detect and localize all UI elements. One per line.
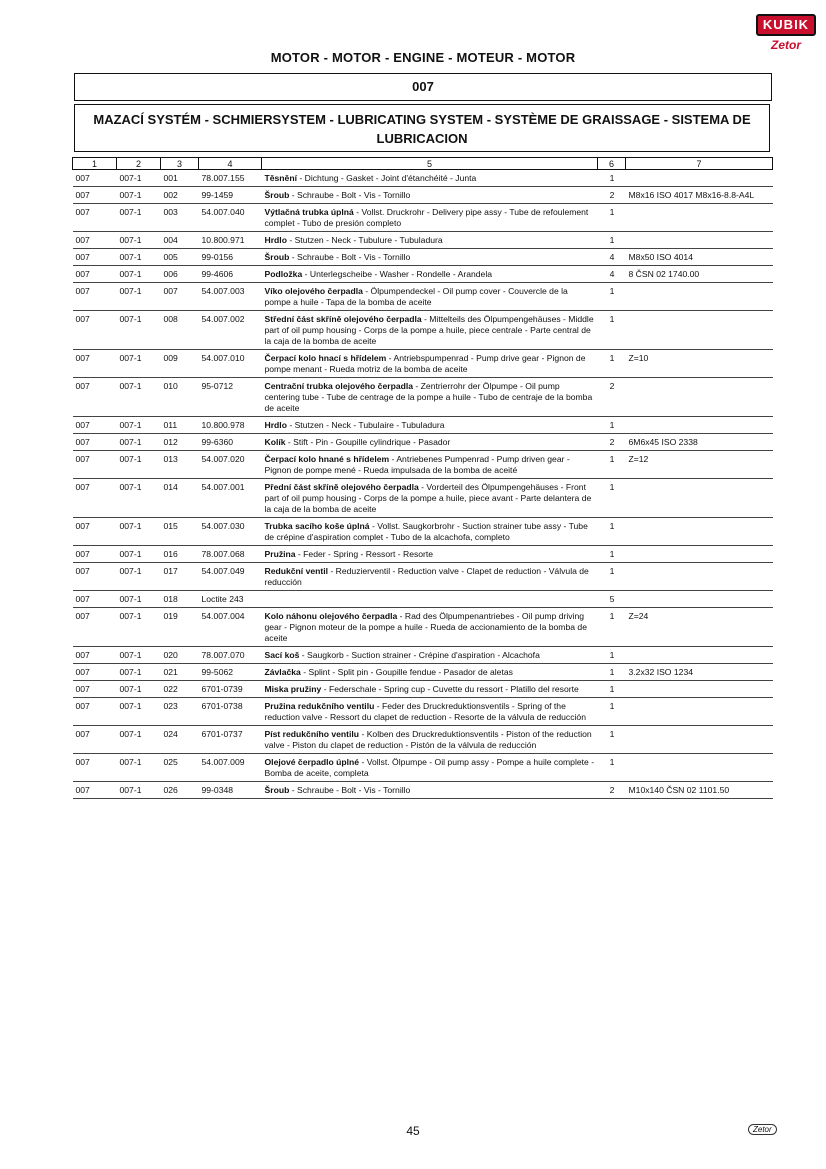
description-cell: [262, 726, 598, 754]
position-cell: 022: [161, 681, 199, 698]
part-name-translations: - Vorderteil des Ölpumpengehäuses - Front part of oil pump housing - Corps de la pompe a huile, piece avant - Parte delantera de la caja de la bomba de aceite: [264, 482, 592, 514]
quantity-cell: 1: [598, 754, 626, 782]
part-number-cell: 54.007.049: [199, 563, 262, 591]
category-cell: 007: [73, 726, 117, 754]
quantity-cell: 1: [598, 698, 626, 726]
quantity-cell: 1: [598, 664, 626, 681]
group-code-box: [74, 73, 772, 101]
part-name-translations: - Vollst. Ölpumpe - Oil pump assy - Pompe a huile complete - Bomba de aceite, completa: [264, 757, 595, 778]
note-cell: [626, 479, 773, 518]
table-row: [73, 518, 773, 546]
table-row: [73, 681, 773, 698]
description-cell: [262, 608, 598, 647]
description-cell: [262, 451, 598, 479]
part-name-cz: Víko olejového čerpadla: [264, 286, 363, 296]
page-title: MOTOR - MOTOR - ENGINE - MOTEUR - MOTOR: [270, 50, 576, 65]
position-cell: 001: [161, 170, 199, 187]
part-number-cell: 54.007.004: [199, 608, 262, 647]
group-cell: 007-1: [117, 782, 161, 799]
column-header: 3: [161, 158, 199, 170]
group-cell: 007-1: [117, 518, 161, 546]
table-row: [73, 608, 773, 647]
category-cell: 007: [73, 249, 117, 266]
group-cell: 007-1: [117, 434, 161, 451]
position-cell: 021: [161, 664, 199, 681]
table-row: [73, 782, 773, 799]
table-row: [73, 283, 773, 311]
position-cell: 002: [161, 187, 199, 204]
quantity-cell: 1: [598, 681, 626, 698]
position-cell: 005: [161, 249, 199, 266]
part-name-translations: - Schraube - Bolt - Vis - Tornillo: [289, 252, 411, 262]
note-cell: [626, 726, 773, 754]
quantity-cell: 1: [598, 204, 626, 232]
position-cell: 019: [161, 608, 199, 647]
part-name-cz: Šroub: [264, 785, 290, 795]
group-cell: 007-1: [117, 726, 161, 754]
part-name-translations: - Stutzen - Neck - Tubulaire - Tubuladura: [286, 420, 445, 430]
group-cell: 007-1: [117, 563, 161, 591]
quantity-cell: 1: [598, 350, 626, 378]
zetor-logo-text: Zetor: [771, 38, 801, 52]
part-name-cz: Sací koš: [264, 650, 300, 660]
category-cell: 007: [73, 378, 117, 417]
description-cell: [262, 698, 598, 726]
position-cell: 006: [161, 266, 199, 283]
category-cell: 007: [73, 417, 117, 434]
column-header: 6: [598, 158, 626, 170]
part-number-cell: 99-0348: [199, 782, 262, 799]
part-number-cell: 99-1459: [199, 187, 262, 204]
part-name-translations: - Antriebenes Pumpenrad - Pump driven gear - Pignon de pompe mené - Rueda impulsada de la bomba de aceité: [264, 454, 570, 475]
category-cell: 007: [73, 479, 117, 518]
position-cell: 003: [161, 204, 199, 232]
part-number-cell: 10.800.971: [199, 232, 262, 249]
quantity-cell: 4: [598, 249, 626, 266]
description-cell: [262, 434, 598, 451]
position-cell: 025: [161, 754, 199, 782]
note-cell: 8 ČSN 02 1740.00: [626, 266, 773, 283]
table-row: [73, 187, 773, 204]
group-cell: 007-1: [117, 647, 161, 664]
table-row: [73, 232, 773, 249]
category-cell: 007: [73, 782, 117, 799]
description-cell: [262, 283, 598, 311]
part-name-cz: Podložka: [264, 269, 303, 279]
part-name-translations: - Splint - Split pin - Goupille fendue - Pasador de aletas: [300, 667, 513, 677]
group-cell: 007-1: [117, 249, 161, 266]
description-cell: [262, 350, 598, 378]
category-cell: 007: [73, 187, 117, 204]
quantity-cell: 1: [598, 283, 626, 311]
note-cell: [626, 311, 773, 350]
part-name-translations: - Rad des Ölpumpenantriebes - Oil pump driving gear - Pignon moteur de la pompe a huile - Rueda de accionamiento de la bomba de aceite: [264, 611, 587, 643]
group-cell: 007-1: [117, 378, 161, 417]
part-name-cz: Kolo náhonu olejového čerpadla: [264, 611, 398, 621]
part-name-cz: Miska pružiny: [264, 684, 322, 694]
note-cell: M10x140 ČSN 02 1101.50: [626, 782, 773, 799]
note-cell: 6M6x45 ISO 2338: [626, 434, 773, 451]
table-row: [73, 266, 773, 283]
part-name-cz: Střední část skříně olejového čerpadla: [264, 314, 422, 324]
table-header-row: [73, 158, 773, 170]
description-cell: [262, 204, 598, 232]
description-cell: [262, 518, 598, 546]
part-name-cz: Redukční ventil: [264, 566, 329, 576]
table-row: [73, 204, 773, 232]
category-cell: 007: [73, 266, 117, 283]
part-number-cell: 54.007.040: [199, 204, 262, 232]
category-cell: 007: [73, 563, 117, 591]
group-cell: 007-1: [117, 546, 161, 563]
quantity-cell: 1: [598, 726, 626, 754]
note-cell: [626, 518, 773, 546]
part-number-cell: 54.007.010: [199, 350, 262, 378]
description-cell: [262, 311, 598, 350]
part-name-translations: - Zentrierrohr der Ölpumpe - Oil pump centering tube - Tube de centrage de la pompe a huile - Tubo de centraje de la bomba de aceite: [264, 381, 593, 413]
part-name-translations: - Dichtung - Gasket - Joint d'étanchéité - Junta: [296, 173, 477, 183]
description-cell: [262, 232, 598, 249]
note-cell: 3.2x32 ISO 1234: [626, 664, 773, 681]
part-name-translations: - Antriebspumpenrad - Pump drive gear - Pignon de pompe menant - Rueda motriz de la bomba de aceite: [264, 353, 586, 374]
part-number-cell: 78.007.155: [199, 170, 262, 187]
description-cell: [262, 417, 598, 434]
category-cell: 007: [73, 434, 117, 451]
part-name-translations: - Vollst. Druckrohr - Delivery pipe assy - Tube de refoulement complet - Tubo de presión completo: [264, 207, 589, 228]
note-cell: [626, 563, 773, 591]
category-cell: 007: [73, 698, 117, 726]
part-name-cz: Čerpací kolo hnací s hřídelem: [264, 353, 387, 363]
table-body: [73, 170, 773, 799]
column-header: 7: [626, 158, 773, 170]
part-number-cell: 6701-0739: [199, 681, 262, 698]
group-cell: 007-1: [117, 451, 161, 479]
quantity-cell: 2: [598, 782, 626, 799]
page-number: 45: [406, 1124, 420, 1138]
table-row: [73, 563, 773, 591]
quantity-cell: 2: [598, 434, 626, 451]
table-row: [73, 647, 773, 664]
category-cell: 007: [73, 546, 117, 563]
table-row: [73, 249, 773, 266]
group-cell: 007-1: [117, 266, 161, 283]
part-number-cell: 99-6360: [199, 434, 262, 451]
part-name-translations: - Mittelteils des Ölpumpengehäuses - Middle part of oil pump housing - Corps de la pompe a huile, piece centrale - Parte central de la caja de la bomba de aceite: [264, 314, 594, 346]
table-row: [73, 664, 773, 681]
position-cell: 007: [161, 283, 199, 311]
table-row: [73, 591, 773, 608]
table-row: [73, 170, 773, 187]
category-cell: 007: [73, 350, 117, 378]
part-number-cell: 10.800.978: [199, 417, 262, 434]
part-name-cz: Šroub: [264, 190, 290, 200]
note-cell: [626, 698, 773, 726]
description-cell: [262, 546, 598, 563]
note-cell: [626, 681, 773, 698]
category-cell: 007: [73, 591, 117, 608]
quantity-cell: 1: [598, 608, 626, 647]
position-cell: 015: [161, 518, 199, 546]
quantity-cell: 4: [598, 266, 626, 283]
quantity-cell: 2: [598, 378, 626, 417]
description-cell: [262, 664, 598, 681]
part-number-cell: 6701-0738: [199, 698, 262, 726]
part-number-cell: 99-4606: [199, 266, 262, 283]
quantity-cell: 1: [598, 170, 626, 187]
quantity-cell: 1: [598, 518, 626, 546]
part-name-translations: - Federschale - Spring cup - Cuvette du ressort - Platillo del resorte: [321, 684, 579, 694]
description-cell: [262, 187, 598, 204]
group-cell: 007-1: [117, 698, 161, 726]
part-name-cz: Pružina redukčního ventilu: [264, 701, 375, 711]
position-cell: 008: [161, 311, 199, 350]
group-cell: 007-1: [117, 232, 161, 249]
part-name-cz: Pružina: [264, 549, 296, 559]
note-cell: [626, 591, 773, 608]
quantity-cell: 1: [598, 417, 626, 434]
quantity-cell: 1: [598, 311, 626, 350]
position-cell: 017: [161, 563, 199, 591]
note-cell: M8x50 ISO 4014: [626, 249, 773, 266]
position-cell: 013: [161, 451, 199, 479]
group-cell: 007-1: [117, 311, 161, 350]
description-cell: [262, 266, 598, 283]
description-cell: [262, 563, 598, 591]
part-name-cz: Píst redukčního ventilu: [264, 729, 360, 739]
position-cell: 024: [161, 726, 199, 754]
note-cell: [626, 378, 773, 417]
position-cell: 023: [161, 698, 199, 726]
column-header: 1: [73, 158, 117, 170]
description-cell: [262, 782, 598, 799]
part-number-cell: 54.007.001: [199, 479, 262, 518]
part-name-cz: Šroub: [264, 252, 290, 262]
note-cell: [626, 647, 773, 664]
part-name-cz: Hrdlo: [264, 420, 287, 430]
group-cell: 007-1: [117, 170, 161, 187]
description-cell: [262, 591, 598, 608]
category-cell: 007: [73, 451, 117, 479]
part-name-translations: - Stutzen - Neck - Tubulure - Tubuladura: [286, 235, 443, 245]
part-name-cz: Závlačka: [264, 667, 301, 677]
category-cell: 007: [73, 204, 117, 232]
note-cell: [626, 170, 773, 187]
table-row: [73, 451, 773, 479]
group-code: 007: [412, 79, 434, 94]
group-cell: 007-1: [117, 754, 161, 782]
group-cell: 007-1: [117, 350, 161, 378]
group-cell: 007-1: [117, 417, 161, 434]
part-name-cz: Trubka sacího koše úplná: [264, 521, 370, 531]
column-header: 4: [199, 158, 262, 170]
category-cell: 007: [73, 311, 117, 350]
part-number-cell: Loctite 243: [199, 591, 262, 608]
category-cell: 007: [73, 170, 117, 187]
part-name-translations: - Schraube - Bolt - Vis - Tornillo: [289, 785, 411, 795]
quantity-cell: 1: [598, 563, 626, 591]
part-name-translations: - Vollst. Saugkorbrohr - Suction strainer tube assy - Tube de crépine d'aspiration complet - Tubo de la alcachofa, completo: [264, 521, 588, 542]
part-name-translations: - Reduzierventil - Reduction valve - Clapet de reduction - Válvula de reducción: [264, 566, 589, 587]
description-cell: [262, 479, 598, 518]
table-row: [73, 479, 773, 518]
part-name-translations: - Ölpumpendeckel - Oil pump cover - Couvercle de la pompe a huile - Tapa de la bomba de aceite: [264, 286, 568, 307]
part-name-translations: - Stift - Pin - Goupille cylindrique - Pasador: [285, 437, 451, 447]
category-cell: 007: [73, 681, 117, 698]
note-cell: [626, 232, 773, 249]
position-cell: 018: [161, 591, 199, 608]
position-cell: 016: [161, 546, 199, 563]
part-name-cz: Čerpací kolo hnané s hřídelem: [264, 454, 390, 464]
parts-table: [72, 157, 773, 799]
footer-zetor-logo: Zetor: [748, 1124, 777, 1135]
part-name-cz: Olejové čerpadlo úplné: [264, 757, 360, 767]
column-header: 2: [117, 158, 161, 170]
position-cell: 014: [161, 479, 199, 518]
description-cell: [262, 647, 598, 664]
table-row: [73, 546, 773, 563]
quantity-cell: 5: [598, 591, 626, 608]
part-name-translations: - Saugkorb - Suction strainer - Crépine d'aspiration - Alcachofa: [299, 650, 540, 660]
group-cell: 007-1: [117, 608, 161, 647]
part-number-cell: 6701-0737: [199, 726, 262, 754]
part-name-cz: Přední část skříně olejového čerpadla: [264, 482, 419, 492]
position-cell: 011: [161, 417, 199, 434]
table-row: [73, 754, 773, 782]
note-cell: [626, 754, 773, 782]
table-row: [73, 350, 773, 378]
group-cell: 007-1: [117, 479, 161, 518]
position-cell: 010: [161, 378, 199, 417]
part-name-translations: - Schraube - Bolt - Vis - Tornillo: [289, 190, 411, 200]
group-cell: 007-1: [117, 187, 161, 204]
group-cell: 007-1: [117, 591, 161, 608]
position-cell: 020: [161, 647, 199, 664]
part-number-cell: 78.007.068: [199, 546, 262, 563]
part-number-cell: 78.007.070: [199, 647, 262, 664]
quantity-cell: 1: [598, 479, 626, 518]
quantity-cell: 1: [598, 451, 626, 479]
position-cell: 026: [161, 782, 199, 799]
quantity-cell: 1: [598, 232, 626, 249]
category-cell: 007: [73, 283, 117, 311]
note-cell: [626, 283, 773, 311]
table-row: [73, 434, 773, 451]
table-row: [73, 311, 773, 350]
note-cell: Z=12: [626, 451, 773, 479]
note-cell: [626, 204, 773, 232]
part-name-cz: Výtlačná trubka úplná: [264, 207, 354, 217]
part-number-cell: 99-0156: [199, 249, 262, 266]
part-name-cz: Hrdlo: [264, 235, 287, 245]
note-cell: [626, 417, 773, 434]
part-name-translations: - Feder - Spring - Ressort - Resorte: [295, 549, 434, 559]
quantity-cell: 2: [598, 187, 626, 204]
description-cell: [262, 170, 598, 187]
part-name-translations: - Kolben des Druckreduktionsventils - Piston of the reduction valve - Piston du clapet de reduction - Pistón de la válvula de reducción: [264, 729, 592, 750]
category-cell: 007: [73, 232, 117, 249]
part-number-cell: 54.007.030: [199, 518, 262, 546]
group-cell: 007-1: [117, 204, 161, 232]
quantity-cell: 1: [598, 546, 626, 563]
category-cell: 007: [73, 664, 117, 681]
group-cell: 007-1: [117, 664, 161, 681]
position-cell: 004: [161, 232, 199, 249]
note-cell: Z=24: [626, 608, 773, 647]
note-cell: M8x16 ISO 4017 M8x16-8.8-A4L: [626, 187, 773, 204]
part-number-cell: 54.007.002: [199, 311, 262, 350]
part-name-translations: - Unterlegscheibe - Washer - Rondelle - Arandela: [302, 269, 493, 279]
position-cell: 009: [161, 350, 199, 378]
table-row: [73, 378, 773, 417]
note-cell: Z=10: [626, 350, 773, 378]
part-name-cz: Kolík: [264, 437, 286, 447]
table-row: [73, 726, 773, 754]
category-cell: 007: [73, 518, 117, 546]
column-header: 5: [262, 158, 598, 170]
table-row: [73, 698, 773, 726]
section-title: MAZACÍ SYSTÉM - SCHMIERSYSTEM - LUBRICATING SYSTEM - SYSTÈME DE GRAISSAGE - SISTEMA DE LUBRICACION: [93, 112, 751, 146]
section-title-box: [74, 104, 770, 152]
part-number-cell: 99-5062: [199, 664, 262, 681]
table-row: [73, 417, 773, 434]
quantity-cell: 1: [598, 647, 626, 664]
part-number-cell: 54.007.020: [199, 451, 262, 479]
description-cell: [262, 378, 598, 417]
note-cell: [626, 546, 773, 563]
kubik-logo-text: KUBIK: [756, 14, 816, 36]
part-name-cz: Těsnění: [264, 173, 297, 183]
description-cell: [262, 249, 598, 266]
category-cell: 007: [73, 754, 117, 782]
part-number-cell: 54.007.009: [199, 754, 262, 782]
category-cell: 007: [73, 647, 117, 664]
part-number-cell: 95-0712: [199, 378, 262, 417]
description-cell: [262, 754, 598, 782]
category-cell: 007: [73, 608, 117, 647]
group-cell: 007-1: [117, 681, 161, 698]
part-number-cell: 54.007.003: [199, 283, 262, 311]
part-name-translations: - Feder des Druckreduktionsventils - Spring of the reduction valve - Ressort du clapet de reduction - Resorte de la válvula de reducción: [264, 701, 586, 722]
group-cell: 007-1: [117, 283, 161, 311]
description-cell: [262, 681, 598, 698]
part-name-cz: Centrační trubka olejového čerpadla: [264, 381, 414, 391]
position-cell: 012: [161, 434, 199, 451]
